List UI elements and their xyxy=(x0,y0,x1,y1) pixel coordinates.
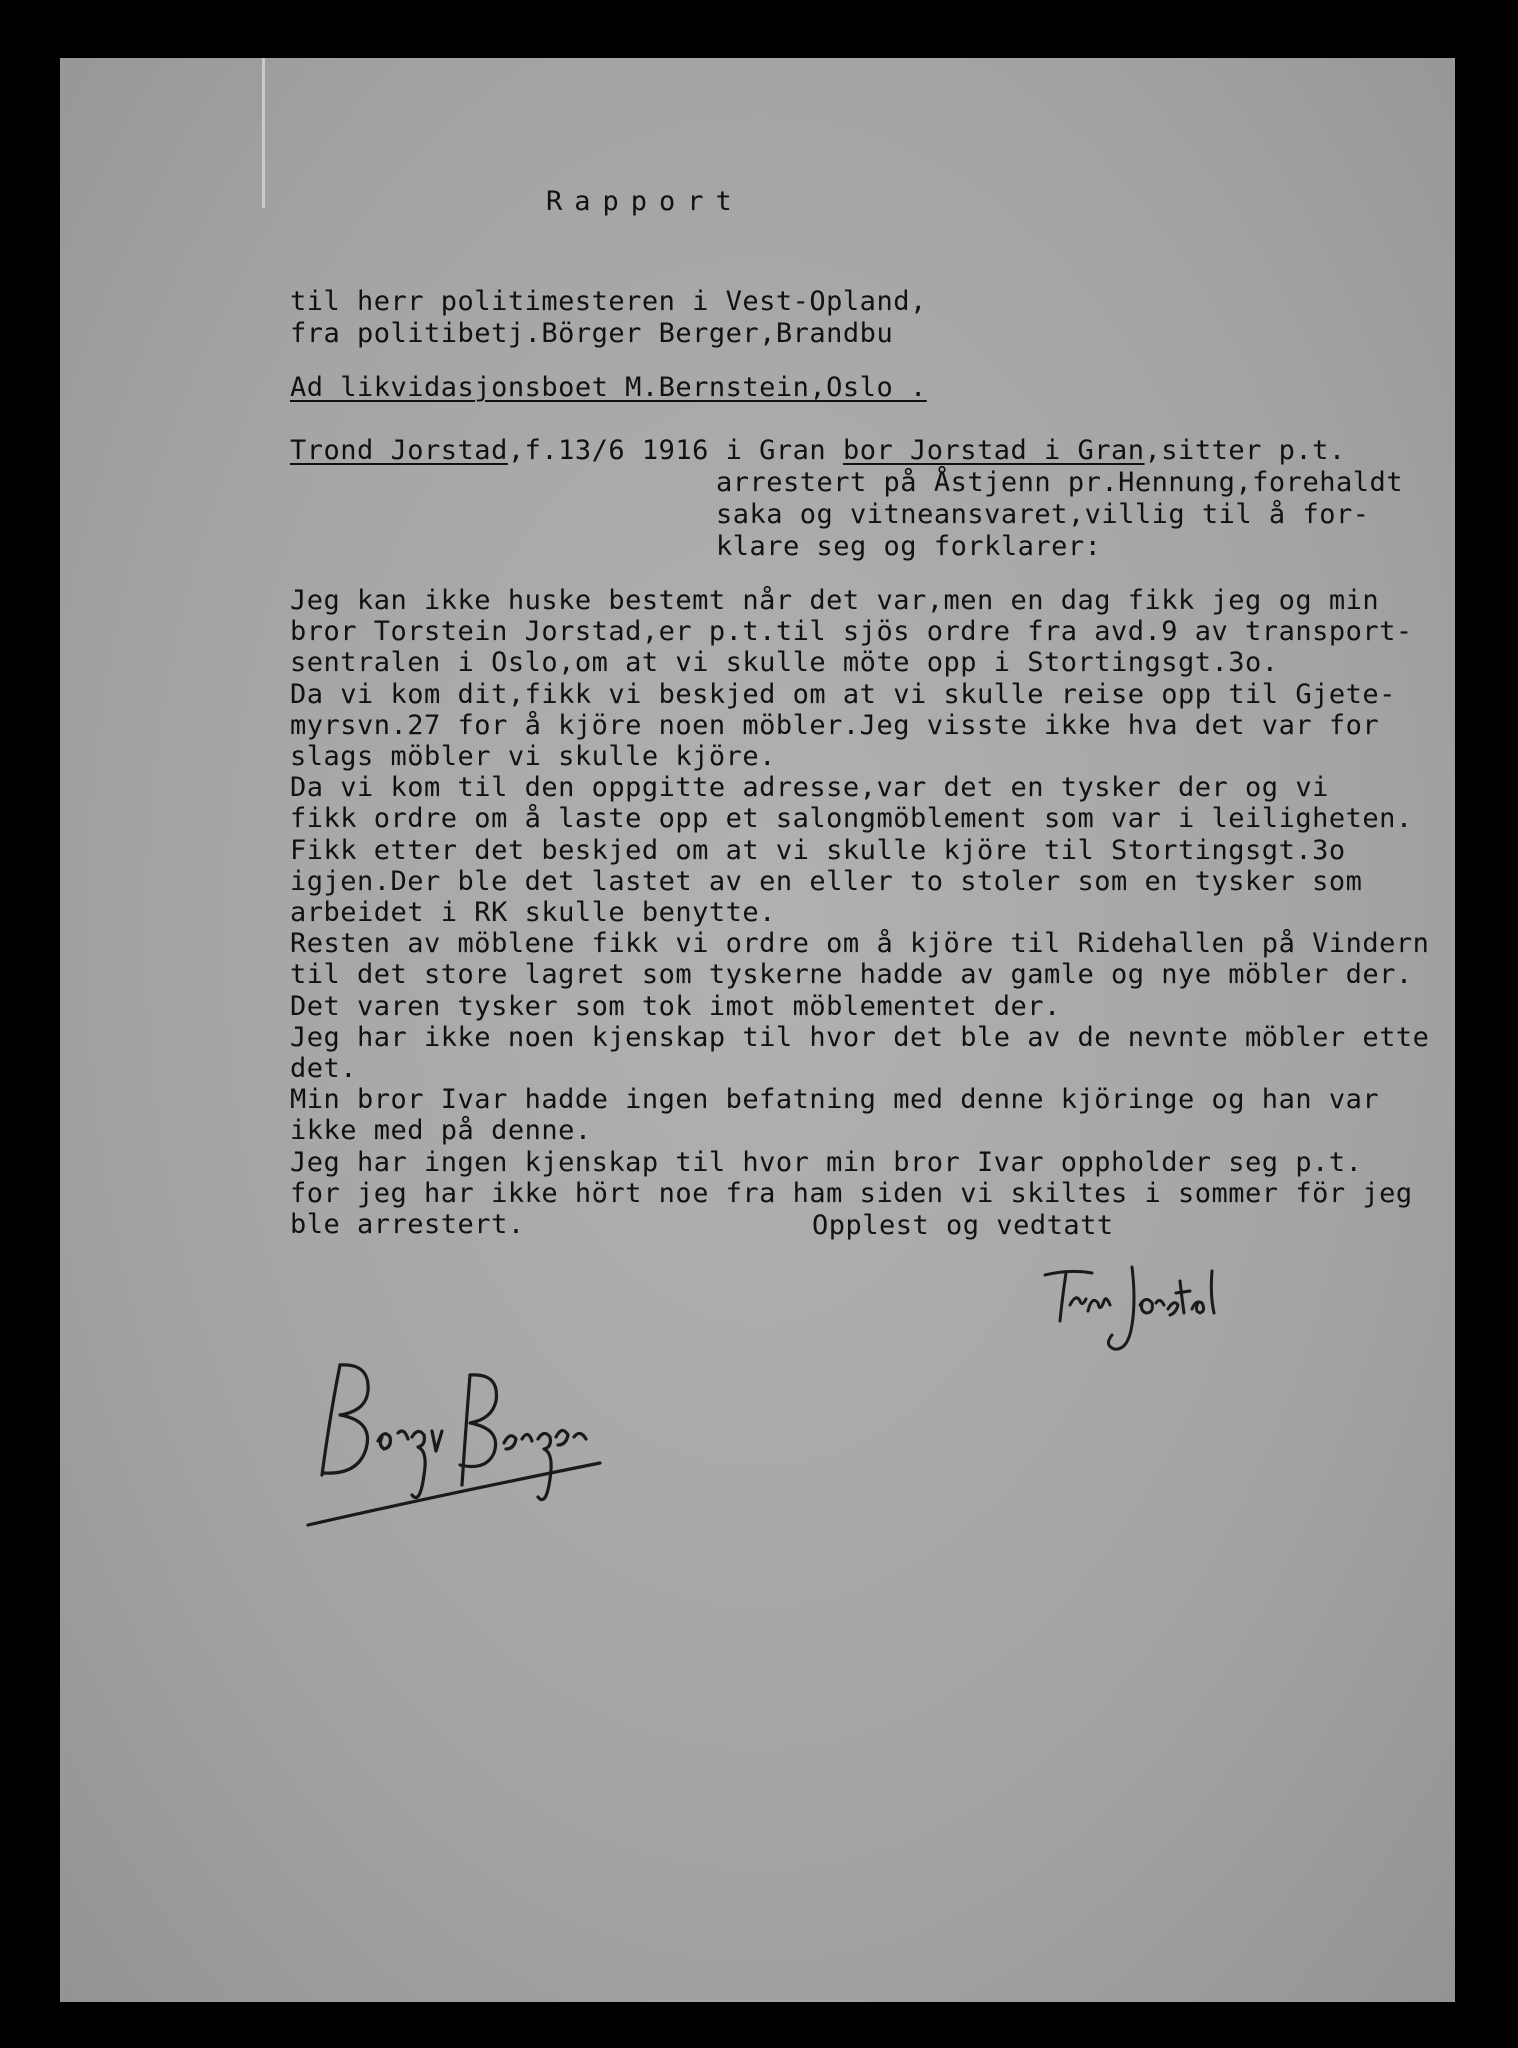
closing-text: Opplest og vedtatt xyxy=(812,1210,1114,1241)
addressee-line-1: til herr politimesteren i Vest-Opland, xyxy=(290,286,927,317)
signature-borger-berger xyxy=(300,1345,660,1545)
subject-line: Ad likvidasjonsboet M.Bernstein,Oslo . xyxy=(290,372,927,403)
statement-line: det. xyxy=(290,1053,358,1085)
statement-line: Da vi kom dit,fikk vi beskjed om at vi skulle reise opp til Gjete- xyxy=(290,678,1396,710)
statement-line: ikke med på denne. xyxy=(290,1115,592,1147)
paper-crease xyxy=(262,58,265,208)
statement-line: for jeg har ikke hört noe fra ham siden vi skiltes i sommer för jeg xyxy=(290,1177,1413,1209)
statement-line: ble arrestert. xyxy=(290,1209,525,1241)
document-title: Rapport xyxy=(546,186,744,217)
person-residence: bor Jorstad i Gran xyxy=(842,435,1145,466)
statement-line: sentralen i Oslo,om at vi skulle möte opp i Stortingsgt.3o. xyxy=(290,647,1279,679)
signature-trond-jorstad xyxy=(1040,1255,1230,1365)
statement-line: Jeg har ingen kjenskap til hvor min bror Ivar oppholder seg p.t. xyxy=(290,1146,1363,1178)
person-header-line xyxy=(290,435,1346,467)
statement-line: slags möbler vi skulle kjöre. xyxy=(290,741,776,773)
statement-line: Jeg kan ikke huske bestemt når det var,men en dag fikk jeg og min xyxy=(290,585,1380,616)
statement-line: Resten av möblene fikk vi ordre om å kjöre til Ridehallen på Vindern xyxy=(290,928,1430,960)
statement-line: Min bror Ivar hadde ingen befatning med denne kjöringe og han var xyxy=(290,1084,1380,1116)
statement-line: Da vi kom til den oppgitte adresse,var det en tysker der og vi xyxy=(290,772,1329,804)
person-dob: ,f.13/6 1916 i Gran xyxy=(507,435,843,466)
person-status-line-3: saka og vitneansvaret,villig til å for- xyxy=(716,499,1370,530)
statement-line: igjen.Der ble det lastet av en eller to stoler som en tysker som xyxy=(290,865,1363,897)
person-name: Trond Jorstad xyxy=(290,435,508,466)
person-status-line-4: klare seg og forklarer: xyxy=(716,531,1102,562)
statement-line: myrsvn.27 for å kjöre noen möbler.Jeg visste ikke hva det var for xyxy=(290,709,1380,741)
statement-line: til det store lagret som tyskerne hadde av gamle og nye möbler der. xyxy=(290,959,1413,991)
statement-line: fikk ordre om å laste opp et salongmöblement som var i leiligheten. xyxy=(290,803,1413,835)
statement-line: arbeidet i RK skulle benytte. xyxy=(290,897,776,929)
statement-line: Det varen tysker som tok imot möblementet der. xyxy=(290,990,1061,1022)
statement-line: Jeg har ikke noen kjenskap til hvor det ble av de nevnte möbler ette xyxy=(290,1021,1430,1053)
statement-body xyxy=(290,585,1429,1240)
statement-line: Fikk etter det beskjed om at vi skulle kjöre til Stortingsgt.3o xyxy=(290,834,1346,866)
person-status-line-2: arrestert på Åstjenn pr.Hennung,forehaldt xyxy=(716,467,1403,498)
person-status-1: ,sitter p.t. xyxy=(1144,435,1346,466)
addressee-line-2: fra politibetj.Börger Berger,Brandbu xyxy=(290,318,894,349)
statement-line: bror Torstein Jorstad,er p.t.til sjös ordre fra avd.9 av transport- xyxy=(290,616,1413,648)
